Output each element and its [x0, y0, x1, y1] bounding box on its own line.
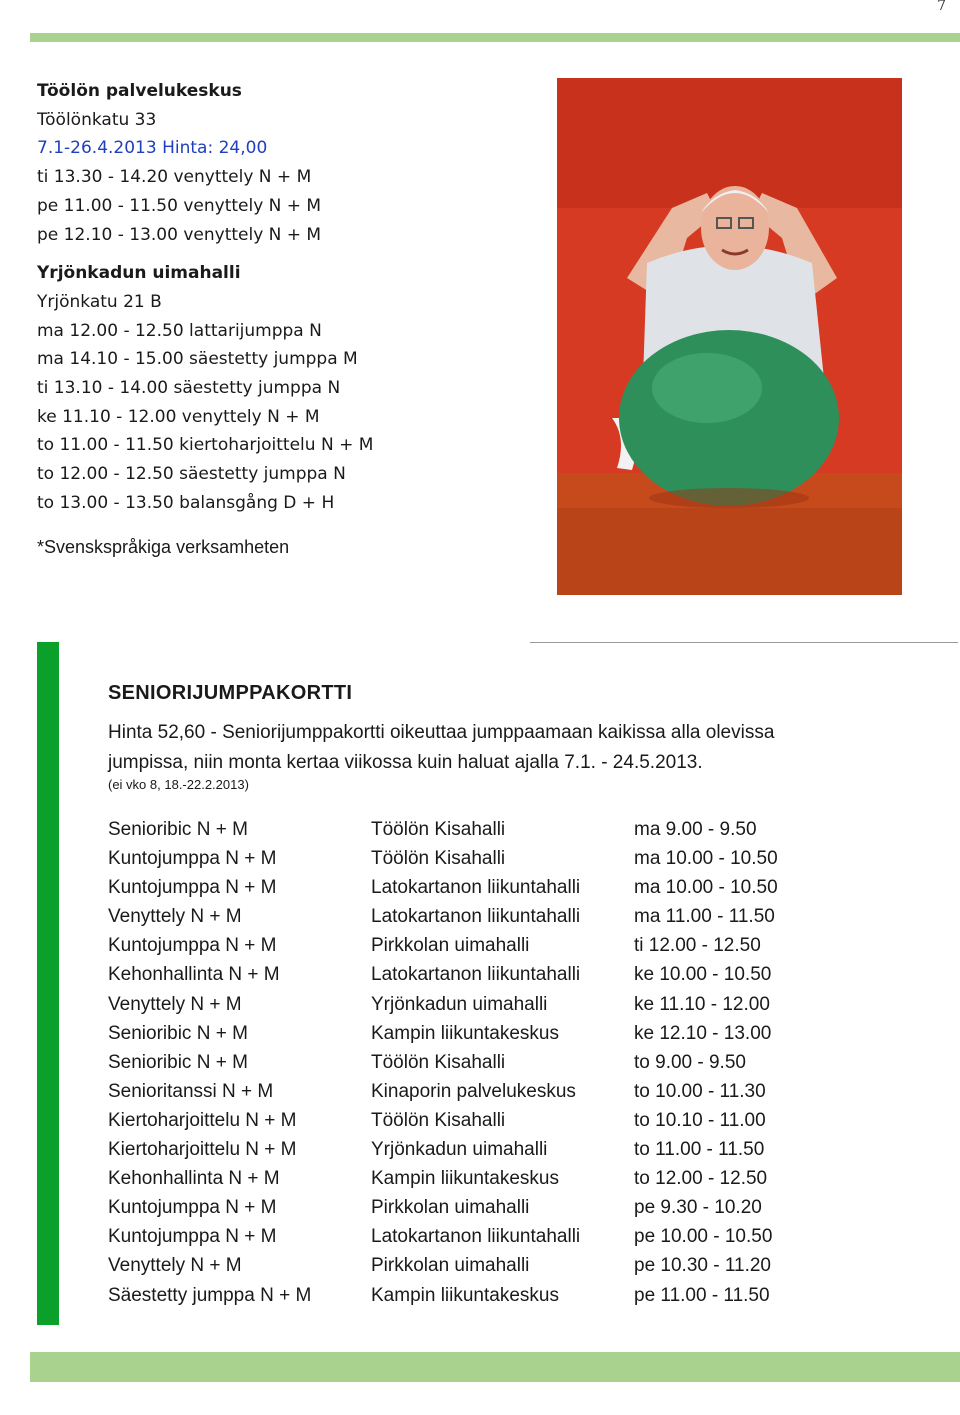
time-cell: ma 10.00 - 10.50	[634, 848, 778, 870]
activity-cell: Senioribic N + M	[108, 1051, 248, 1073]
section-title: SENIORIJUMPPAKORTTI	[108, 682, 353, 704]
place-cell: Töölön Kisahalli	[371, 1051, 506, 1073]
venue2-address: Yrjönkatu 21 B	[37, 291, 162, 312]
place-cell: Latokartanon liikuntahalli	[371, 964, 581, 986]
place-cell: Yrjönkadun uimahalli	[371, 1139, 548, 1161]
activity-cell: Kiertoharjoittelu N + M	[108, 1109, 297, 1131]
venue1-address: Töölönkatu 33	[37, 109, 157, 130]
schedule-row	[108, 960, 834, 989]
activity-cell: Kehonhallinta N + M	[108, 1168, 280, 1190]
time-cell: pe 9.30 - 10.20	[634, 1197, 762, 1219]
schedule-row	[108, 1048, 834, 1077]
activity-cell: Kuntojumppa N + M	[108, 877, 277, 899]
time-cell: pe 10.30 - 11.20	[634, 1255, 771, 1277]
place-cell: Pirkkolan uimahalli	[371, 1197, 530, 1219]
time-cell: ma 9.00 - 9.50	[634, 819, 757, 840]
schedule-row	[108, 931, 834, 960]
venue1-period-price: 7.1-26.4.2013 Hinta: 24,00	[37, 138, 268, 159]
activity-cell: Senioritanssi N + M	[108, 1080, 274, 1102]
schedule-row	[108, 990, 834, 1019]
place-cell: Pirkkolan uimahalli	[371, 935, 530, 957]
schedule-row	[108, 844, 834, 873]
venue1-name: Töölön palvelukeskus	[37, 81, 242, 101]
venue2-line: ma 14.10 - 15.00 säestetty jumppa M	[37, 349, 358, 370]
place-cell: Töölön Kisahalli	[371, 1109, 506, 1131]
venue1-line: ti 13.30 - 14.20 venyttely N + M	[37, 167, 312, 188]
place-cell: Kampin liikuntakeskus	[371, 1284, 559, 1306]
time-cell: to 9.00 - 9.50	[634, 1051, 746, 1073]
schedule-row	[108, 1251, 834, 1280]
time-cell: ke 11.10 - 12.00	[634, 993, 770, 1015]
time-cell: to 10.00 - 11.30	[634, 1080, 766, 1102]
section-description	[108, 718, 928, 778]
schedule-row	[108, 815, 834, 844]
activity-cell: Senioribic N + M	[108, 1022, 248, 1044]
time-cell: ti 12.00 - 12.50	[634, 935, 761, 957]
venue2-line: to 12.00 - 12.50 säestetty jumppa N	[37, 464, 346, 485]
green-side-bar	[37, 642, 59, 1325]
senior-exercise-ball-photo	[557, 78, 902, 595]
place-cell: Pirkkolan uimahalli	[371, 1255, 530, 1277]
schedule-row	[108, 1193, 834, 1222]
activity-cell: Kiertoharjoittelu N + M	[108, 1139, 297, 1161]
page-number: 7	[937, 0, 946, 14]
activity-cell: Kehonhallinta N + M	[108, 964, 280, 986]
place-cell: Latokartanon liikuntahalli	[371, 877, 581, 899]
schedule-row	[108, 1135, 834, 1164]
schedule-table	[108, 815, 834, 1310]
time-cell: ma 10.00 - 10.50	[634, 877, 778, 899]
venue2-line: to 13.00 - 13.50 balansgång D + H	[37, 492, 335, 513]
place-cell: Kinaporin palvelukeskus	[371, 1080, 576, 1102]
activity-cell: Kuntojumppa N + M	[108, 1197, 277, 1219]
place-cell: Yrjönkadun uimahalli	[371, 993, 548, 1015]
section-divider	[530, 642, 958, 643]
time-cell: ke 10.00 - 10.50	[634, 964, 772, 986]
activity-cell: Senioribic N + M	[108, 819, 248, 840]
time-cell: to 11.00 - 11.50	[634, 1139, 765, 1161]
time-cell: ke 12.10 - 13.00	[634, 1022, 772, 1044]
venue2-line: ke 11.10 - 12.00 venyttely N + M	[37, 406, 320, 427]
schedule-row	[108, 902, 834, 931]
place-cell: Latokartanon liikuntahalli	[371, 906, 581, 928]
schedule-row	[108, 1281, 834, 1310]
section-note: (ei vko 8, 18.-22.2.2013)	[108, 777, 249, 792]
description-line: Hinta 52,60 - Seniorijumppakortti oikeuttaa jumppaamaan kaikissa alla olevissa	[108, 722, 775, 743]
time-cell: to 12.00 - 12.50	[634, 1168, 768, 1190]
schedule-row	[108, 1222, 834, 1251]
place-cell: Töölön Kisahalli	[371, 848, 506, 870]
schedule-row	[108, 873, 834, 902]
venue-list	[37, 77, 517, 518]
venue2-name: Yrjönkadun uimahalli	[37, 263, 241, 284]
top-decorative-bar	[30, 33, 960, 42]
activity-cell: Kuntojumppa N + M	[108, 935, 277, 957]
activity-cell: Venyttely N + M	[108, 993, 242, 1015]
bottom-decorative-bar	[30, 1352, 960, 1382]
venue2-line: to 11.00 - 11.50 kiertoharjoittelu N + M	[37, 435, 374, 456]
time-cell: pe 11.00 - 11.50	[634, 1284, 770, 1306]
schedule-row	[108, 1106, 834, 1135]
swedish-note: *Svenskspråkiga verksamheten	[37, 537, 290, 557]
schedule-row	[108, 1019, 834, 1048]
schedule-row	[108, 1077, 834, 1106]
venue2-line: ti 13.10 - 14.00 säestetty jumppa N	[37, 378, 341, 399]
venue1-line: pe 12.10 - 13.00 venyttely N + M	[37, 224, 322, 245]
activity-cell: Venyttely N + M	[108, 906, 242, 928]
description-line: jumpissa, niin monta kertaa viikossa kuin haluat ajalla 7.1. - 24.5.2013.	[108, 752, 703, 773]
time-cell: to 10.10 - 11.00	[634, 1109, 766, 1131]
place-cell: Kampin liikuntakeskus	[371, 1022, 559, 1044]
place-cell: Kampin liikuntakeskus	[371, 1168, 559, 1190]
activity-cell: Kuntojumppa N + M	[108, 1226, 277, 1248]
activity-cell: Säestetty jumppa N + M	[108, 1284, 312, 1306]
activity-cell: Kuntojumppa N + M	[108, 848, 277, 870]
activity-cell: Venyttely N + M	[108, 1255, 242, 1277]
time-cell: pe 10.00 - 10.50	[634, 1226, 773, 1248]
time-cell: ma 11.00 - 11.50	[634, 906, 775, 928]
venue1-line: pe 11.00 - 11.50 venyttely N + M	[37, 195, 322, 216]
place-cell: Töölön Kisahalli	[371, 819, 506, 840]
schedule-row	[108, 1164, 834, 1193]
venue2-line: ma 12.00 - 12.50 lattarijumppa N	[37, 320, 322, 341]
place-cell: Latokartanon liikuntahalli	[371, 1226, 581, 1248]
